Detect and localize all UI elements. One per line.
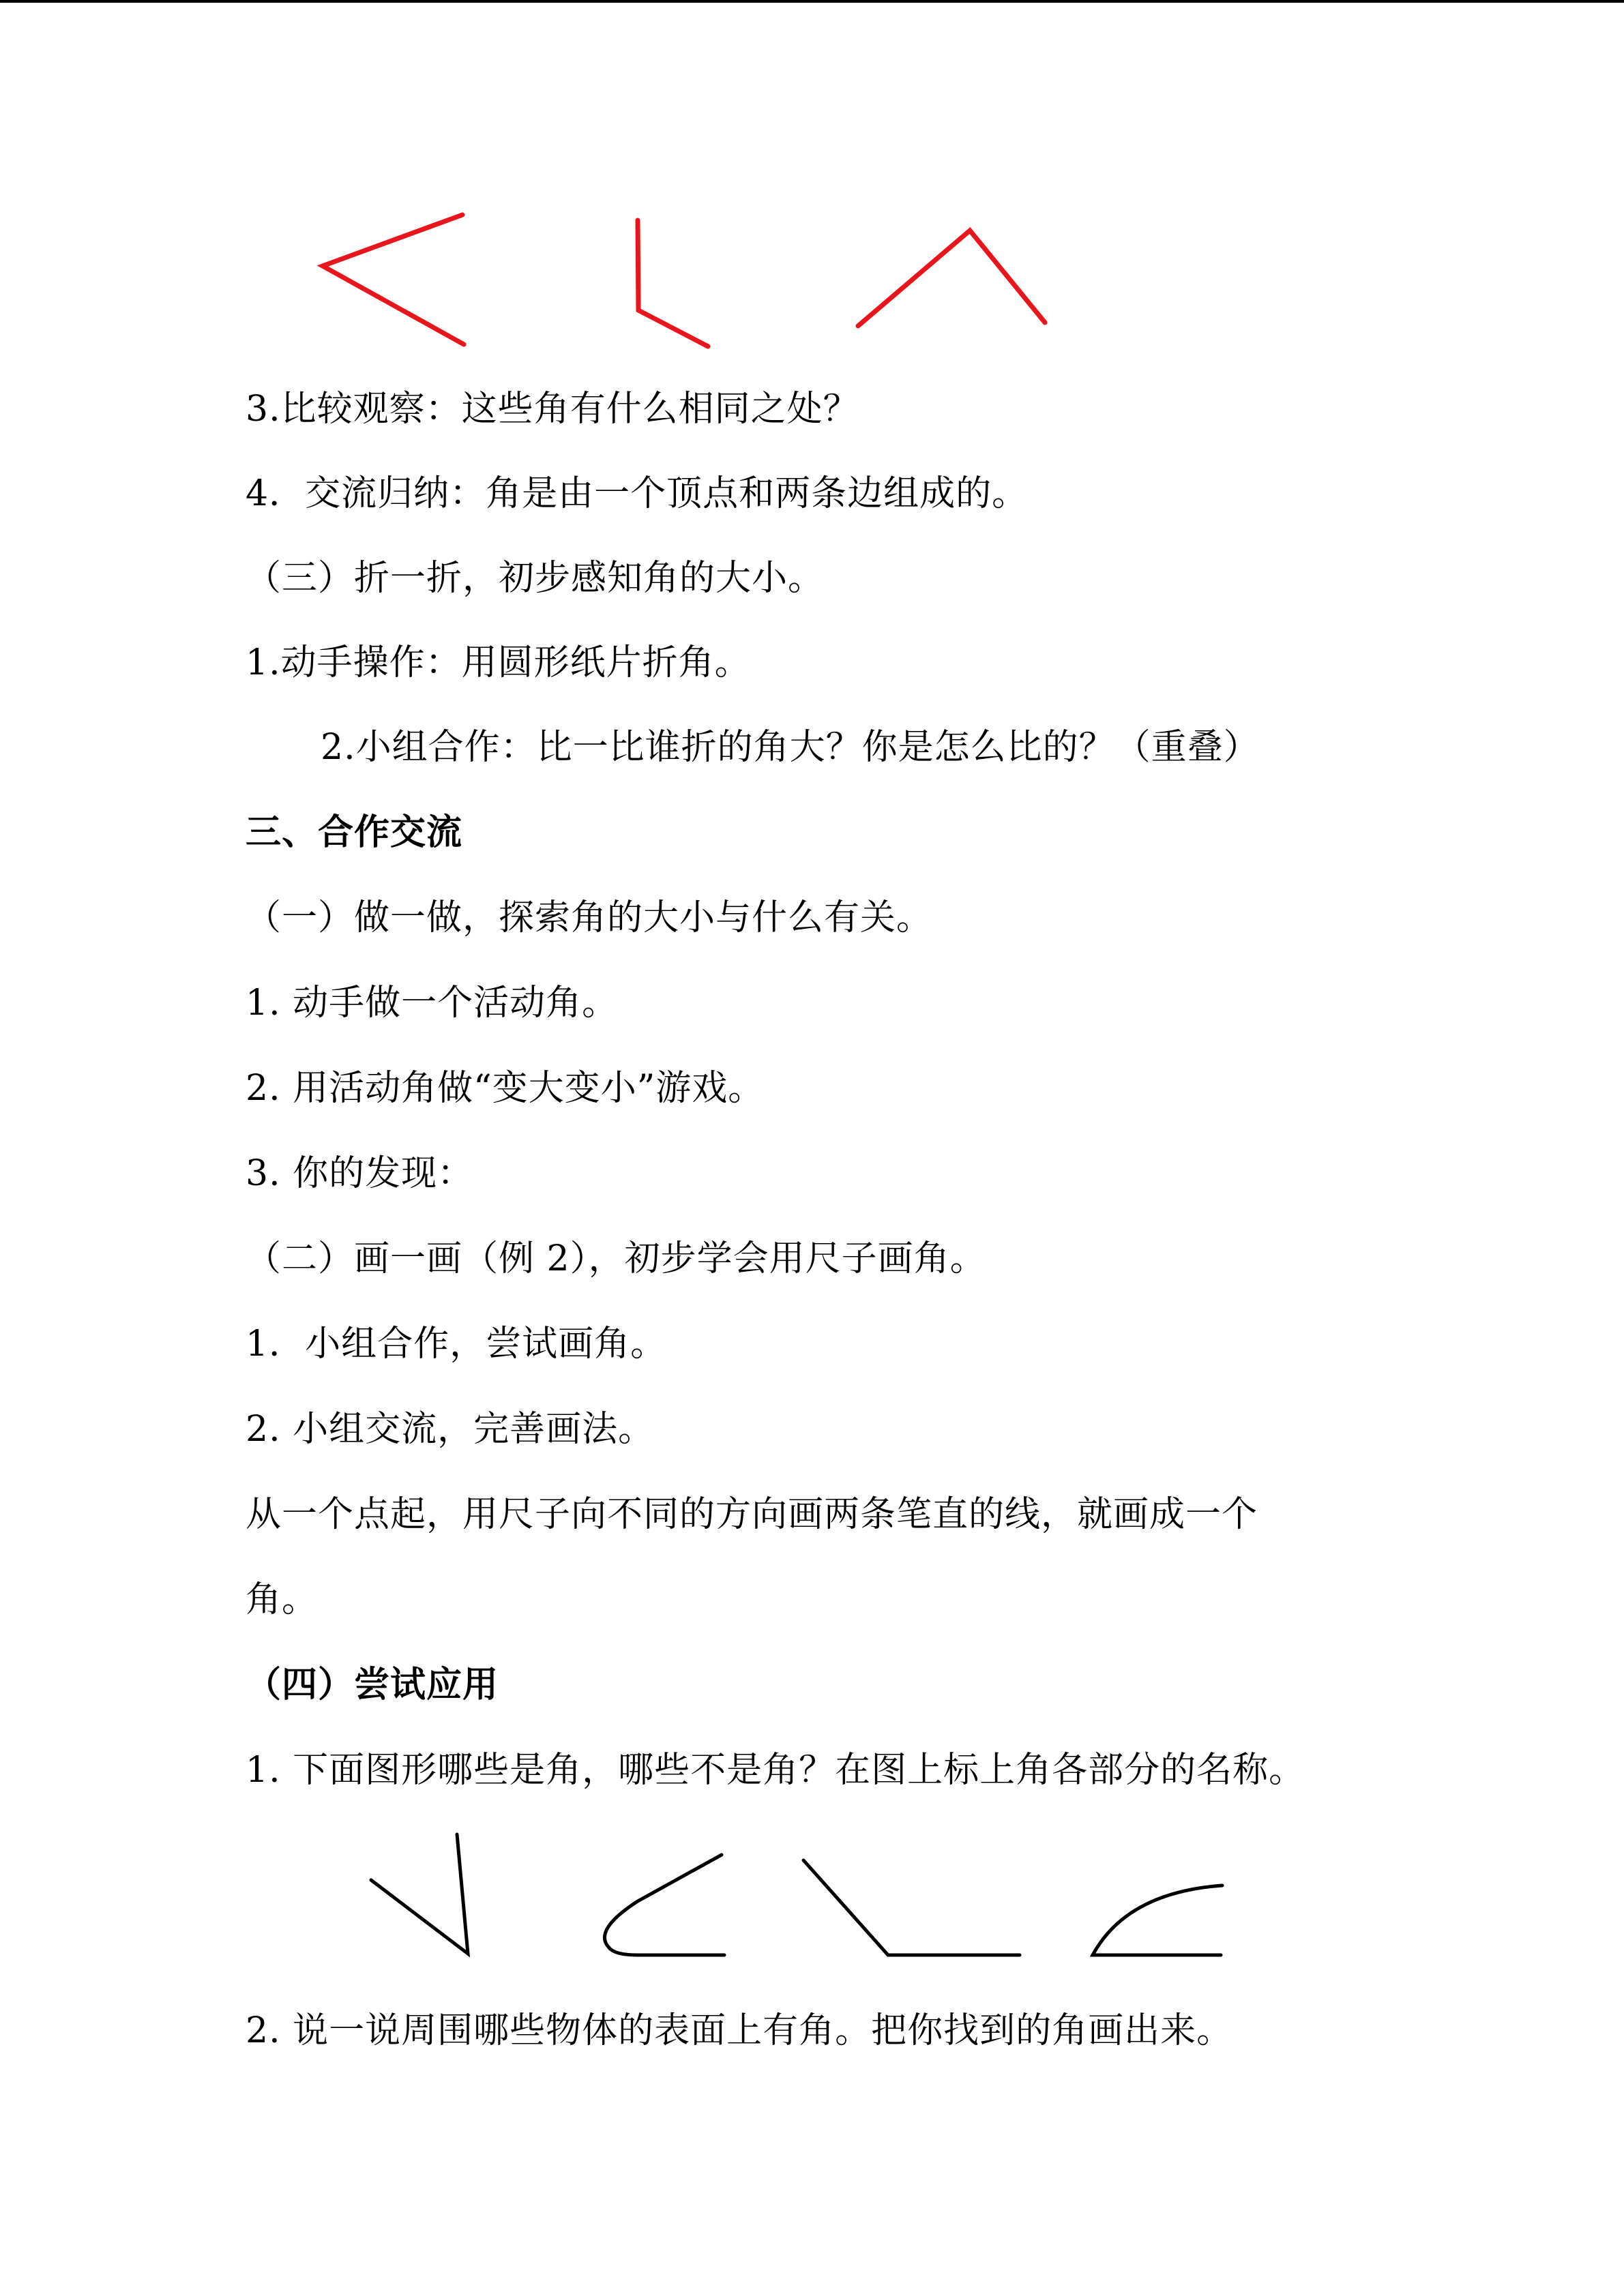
section-heading-cooperate: 三、合作交流 xyxy=(246,811,463,853)
text-line-fold-paper: 1.动手操作：用圆形纸片折角。 xyxy=(246,642,751,683)
text-line-which-angles: 1. 下面图形哪些是角，哪些不是角？在图上标上角各部分的名称。 xyxy=(246,1750,1305,1791)
text-line-try-draw: 1．小组合作，尝试画角。 xyxy=(246,1324,667,1365)
text-line-summary: 4．交流归纳：角是由一个顶点和两条边组成的。 xyxy=(246,473,1029,514)
text-line-make-angle: 1. 动手做一个活动角。 xyxy=(246,983,619,1024)
section-apply-heading: （四）尝试应用 xyxy=(246,1664,499,1705)
section-make-heading: （一）做一做，探索角的大小与什么有关。 xyxy=(246,897,933,938)
shape-curved-corner xyxy=(604,1855,724,1955)
shape-l-angle xyxy=(803,1860,1020,1955)
section-fold-heading: （三）折一折，初步感知角的大小。 xyxy=(246,558,825,599)
section-draw-heading: （二）画一画（例 2），初步学会用尺子画角。 xyxy=(246,1238,986,1279)
text-line-discovery: 3. 你的发现： xyxy=(246,1153,474,1194)
text-line-method-end: 角。 xyxy=(246,1579,319,1620)
text-line-group-compare: 2.小组合作：比一比谁折的角大？你是怎么比的？（重叠） xyxy=(321,727,1260,768)
shape-curved-edge xyxy=(1093,1885,1222,1955)
red-angle-left xyxy=(323,215,464,344)
text-line-game: 2. 用活动角做“变大变小”游戏。 xyxy=(246,1068,765,1109)
red-angles-figure xyxy=(0,198,1624,361)
shape-v-angle xyxy=(371,1834,468,1954)
text-line-improve: 2. 小组交流，完善画法。 xyxy=(246,1409,655,1450)
text-line-method: 从一个点起，用尺子向不同的方向画两条笔直的线，就画成一个 xyxy=(246,1494,1258,1535)
red-angle-peak xyxy=(858,230,1045,326)
red-angle-corner xyxy=(638,220,708,346)
text-line-find-angles: 2. 说一说周围哪些物体的表面上有角。把你找到的角画出来。 xyxy=(246,2010,1233,2051)
black-shapes-figure xyxy=(0,1814,1624,1971)
text-line-compare: 3.比较观察：这些角有什么相同之处？ xyxy=(246,389,859,430)
page-top-border xyxy=(0,0,1624,3)
